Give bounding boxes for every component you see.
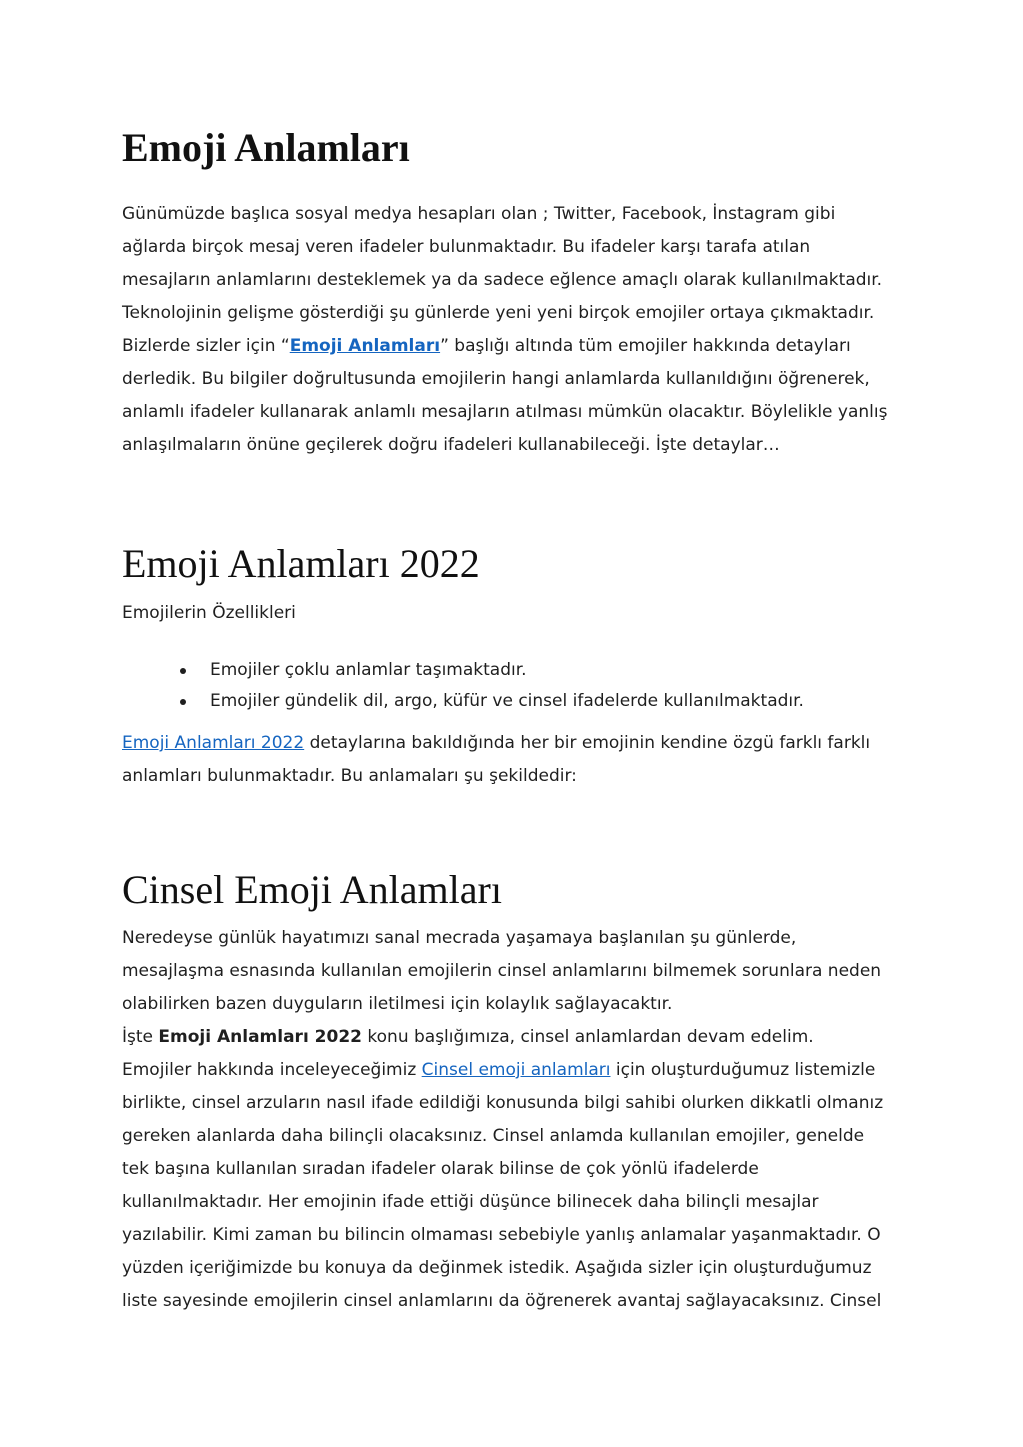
paragraph-text: için oluşturduğumuz listemizle <box>610 1060 876 1080</box>
paragraph-line: Neredeyse günlük hayatımızı sanal mecrada yaşamaya başlanılan şu günlerde, <box>122 928 797 948</box>
paragraph-line: olabilirken bazen duyguların iletilmesi için kolaylık sağlayacaktır. <box>122 994 673 1014</box>
features-list <box>122 655 912 717</box>
paragraph-line: gereken alanlarda daha bilinçli olacaksınız. Cinsel anlamda kullanılan emojiler, genelde <box>122 1126 865 1146</box>
intro-line: derledik. Bu bilgiler doğrultusunda emojilerin hangi anlamlarda kullanıldığını öğrenerek, <box>122 369 870 389</box>
intro-text: Bizlerde sizler için “ <box>122 336 290 356</box>
paragraph-text: konu başlığımıza, cinsel anlamlardan devam edelim. <box>362 1027 814 1047</box>
paragraph-text: detaylarına bakıldığında her bir emojinin kendine özgü farklı farklı <box>304 733 871 753</box>
intro-line: ağlarda birçok mesaj veren ifadeler bulunmaktadır. Bu ifadeler karşı tarafa atılan <box>122 237 811 257</box>
paragraph-line: tek başına kullanılan sıradan ifadeler olarak bilinse de çok yönlü ifadelerde <box>122 1159 759 1179</box>
paragraph-line: anlamları bulunmaktadır. Bu anlamaları şu şekildedir: <box>122 766 577 786</box>
paragraph-line: yazılabilir. Kimi zaman bu bilincin olmaması sebebiyle yanlış anlamalar yaşanmaktadır. O <box>122 1225 881 1245</box>
section2-paragraph <box>122 727 912 793</box>
bullet-icon <box>180 699 186 705</box>
intro-line: Teknolojinin gelişme gösterdiği şu günlerde yeni yeni birçok emojiler ortaya çıkmaktadır. <box>122 303 875 323</box>
list-item: Emojiler çoklu anlamlar taşımaktadır. <box>122 655 912 686</box>
paragraph-text: İşte <box>122 1027 159 1047</box>
intro-line: anlaşılmaların önüne geçilerek doğru ifadeleri kullanabileceği. İşte detaylar… <box>122 435 780 455</box>
paragraph-line <box>122 1021 912 1054</box>
section3-paragraph <box>122 922 912 1318</box>
intro-paragraph <box>122 198 912 462</box>
emoji-anlamlari-link[interactable]: Emoji Anlamları <box>289 336 441 356</box>
paragraph-line: kullanılmaktadır. Her emojinin ifade ettiği düşünce bilinecek daha bilinçli mesajlar <box>122 1192 819 1212</box>
intro-text: ” başlığı altında tüm emojiler hakkında detayları <box>440 336 851 356</box>
cinsel-emoji-anlamlari-link[interactable]: Cinsel emoji anlamları <box>421 1060 611 1080</box>
section-subheading: Emojilerin Özellikleri <box>122 603 296 623</box>
emoji-anlamlari-2022-link[interactable]: Emoji Anlamları 2022 <box>122 733 305 753</box>
intro-line: Günümüzde başlıca sosyal medya hesapları olan ; Twitter, Facebook, İnstagram gibi <box>122 204 836 224</box>
intro-line: mesajların anlamlarını desteklemek ya da sadece eğlence amaçlı olarak kullanılmaktadır. <box>122 270 883 290</box>
bullet-icon <box>180 668 186 674</box>
paragraph-line: mesajlaşma esnasında kullanılan emojilerin cinsel anlamlarını bilmemek sorunlara neden <box>122 961 882 981</box>
paragraph-line <box>122 727 912 760</box>
section-heading-2022: Emoji Anlamları 2022 <box>122 541 480 586</box>
paragraph-line: liste sayesinde emojilerin cinsel anlamlarını da öğrenerek avantaj sağlayacaksınız. Cinsel <box>122 1291 882 1311</box>
bold-keyword: Emoji Anlamları 2022 <box>158 1027 362 1047</box>
paragraph-line: yüzden içeriğimizde bu konuya da değinmek istedik. Aşağıda sizler için oluşturduğumuz <box>122 1258 872 1278</box>
paragraph-text: Emojiler hakkında inceleyeceğimiz <box>122 1060 422 1080</box>
intro-line <box>122 330 912 363</box>
list-item: Emojiler gündelik dil, argo, küfür ve cinsel ifadelerde kullanılmaktadır. <box>122 686 912 717</box>
paragraph-line: birlikte, cinsel arzuların nasıl ifade edildiği konusunda bilgi sahibi olurken dikkatli olmanız <box>122 1093 884 1113</box>
page-title: Emoji Anlamları <box>122 125 410 170</box>
section-heading-cinsel: Cinsel Emoji Anlamları <box>122 867 502 912</box>
intro-line: anlamlı ifadeler kullanarak anlamlı mesajların atılması mümkün olacaktır. Böylelikle yanlış <box>122 402 888 422</box>
paragraph-line <box>122 1054 912 1087</box>
